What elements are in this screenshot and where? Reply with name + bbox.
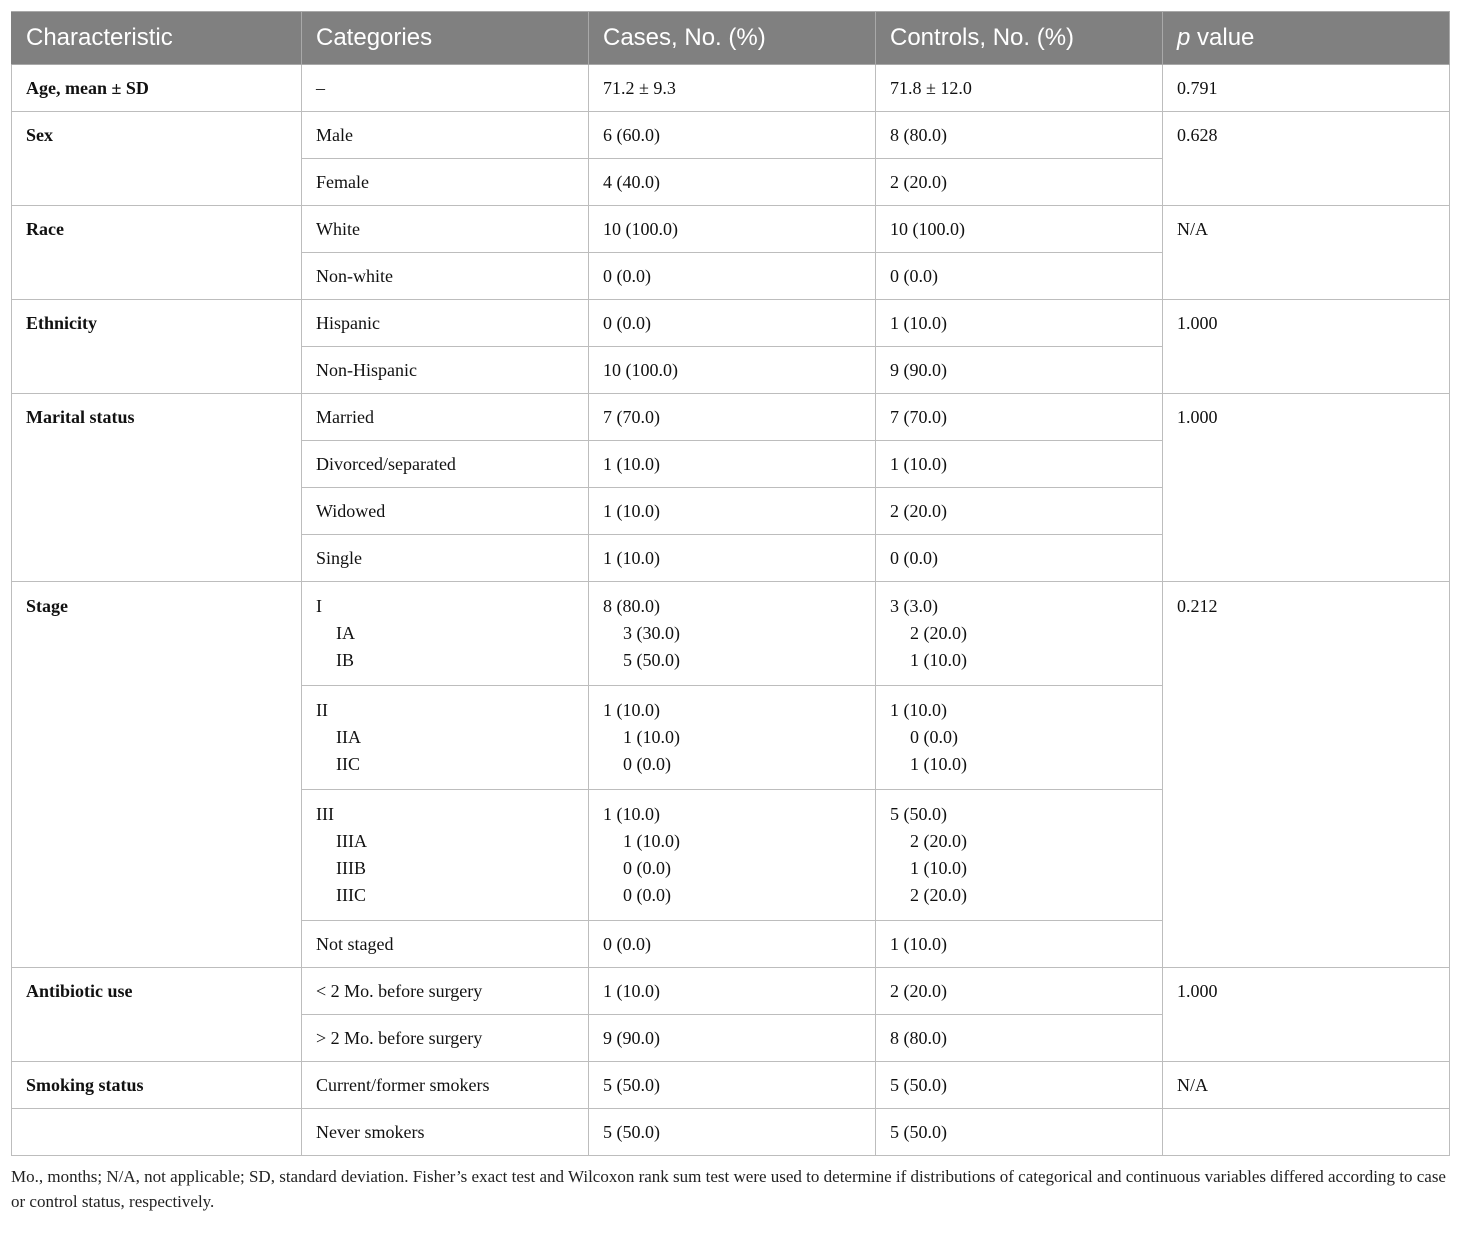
controls-cell: 8 (80.0) xyxy=(876,1015,1163,1062)
p-value-cell: N/A xyxy=(1163,1062,1450,1109)
cases-cell: 71.2 ± 9.3 xyxy=(589,65,876,112)
header-p-value xyxy=(1163,12,1450,65)
stage-value: 1 (10.0) xyxy=(603,700,660,720)
controls-cell: 10 (100.0) xyxy=(876,206,1163,253)
cases-cell: 4 (40.0) xyxy=(589,159,876,206)
substage-value: 0 (0.0) xyxy=(910,727,958,747)
cases-cell: 1 (10.0) xyxy=(589,441,876,488)
substage-value: 5 (50.0) xyxy=(623,650,680,670)
cases-cell: 6 (60.0) xyxy=(589,112,876,159)
category-cell: Female xyxy=(302,159,589,206)
p-value-cell-empty xyxy=(1163,1109,1450,1156)
table-row xyxy=(12,1062,1450,1109)
cases-cell xyxy=(589,790,876,921)
substage-category: IIIB xyxy=(336,858,366,878)
category-cell: Not staged xyxy=(302,921,589,968)
category-cell: Never smokers xyxy=(302,1109,589,1156)
cases-cell: 1 (10.0) xyxy=(589,535,876,582)
cases-cell: 1 (10.0) xyxy=(589,488,876,535)
substage-value: 2 (20.0) xyxy=(910,831,967,851)
cases-cell: 0 (0.0) xyxy=(589,921,876,968)
characteristic-cell: Sex xyxy=(12,112,302,206)
characteristic-cell-empty xyxy=(12,1109,302,1156)
cases-cell: 1 (10.0) xyxy=(589,968,876,1015)
controls-cell: 0 (0.0) xyxy=(876,535,1163,582)
category-cell: Divorced/separated xyxy=(302,441,589,488)
substage-value: 1 (10.0) xyxy=(910,858,967,878)
p-value-cell: 1.000 xyxy=(1163,394,1450,582)
cases-cell: 10 (100.0) xyxy=(589,206,876,253)
controls-cell: 9 (90.0) xyxy=(876,347,1163,394)
header-controls: Controls, No. (%) xyxy=(876,12,1163,65)
controls-cell: 1 (10.0) xyxy=(876,300,1163,347)
characteristics-table xyxy=(11,11,1450,1156)
p-value-cell: 1.000 xyxy=(1163,968,1450,1062)
characteristic-cell: Stage xyxy=(12,582,302,968)
p-value-cell: 0.212 xyxy=(1163,582,1450,968)
table-header-row xyxy=(12,12,1450,65)
controls-cell: 2 (20.0) xyxy=(876,159,1163,206)
table-row xyxy=(12,1109,1450,1156)
p-value-cell: 0.628 xyxy=(1163,112,1450,206)
category-cell: Single xyxy=(302,535,589,582)
cases-cell xyxy=(589,582,876,686)
table-row xyxy=(12,65,1450,112)
category-cell: White xyxy=(302,206,589,253)
controls-cell: 2 (20.0) xyxy=(876,488,1163,535)
controls-cell: 0 (0.0) xyxy=(876,253,1163,300)
table-row xyxy=(12,206,1450,253)
category-cell: Current/former smokers xyxy=(302,1062,589,1109)
table-row xyxy=(12,394,1450,441)
controls-cell: 5 (50.0) xyxy=(876,1062,1163,1109)
substage-category: IA xyxy=(336,623,355,643)
characteristic-cell: Marital status xyxy=(12,394,302,582)
category-cell: Married xyxy=(302,394,589,441)
substage-value: 3 (30.0) xyxy=(623,623,680,643)
header-p-rest: value xyxy=(1190,24,1255,51)
table-row xyxy=(12,300,1450,347)
stage-category: II xyxy=(316,700,328,720)
table-row xyxy=(12,968,1450,1015)
substage-category: IIA xyxy=(336,727,361,747)
stage-value: 8 (80.0) xyxy=(603,596,660,616)
controls-cell xyxy=(876,686,1163,790)
substage-category: IB xyxy=(336,650,354,670)
characteristic-cell: Ethnicity xyxy=(12,300,302,394)
controls-cell: 8 (80.0) xyxy=(876,112,1163,159)
substage-value: 2 (20.0) xyxy=(910,885,967,905)
p-value-cell: N/A xyxy=(1163,206,1450,300)
category-cell: > 2 Mo. before surgery xyxy=(302,1015,589,1062)
substage-category: IIIA xyxy=(336,831,367,851)
p-value-cell: 1.000 xyxy=(1163,300,1450,394)
table-row xyxy=(12,582,1450,686)
stage-value: 5 (50.0) xyxy=(890,804,947,824)
substage-value: 0 (0.0) xyxy=(623,858,671,878)
substage-category: IIC xyxy=(336,754,360,774)
characteristic-cell: Race xyxy=(12,206,302,300)
p-value-cell: 0.791 xyxy=(1163,65,1450,112)
table-row xyxy=(12,112,1450,159)
stage-category: III xyxy=(316,804,334,824)
category-cell: – xyxy=(302,65,589,112)
substage-value: 1 (10.0) xyxy=(910,650,967,670)
cases-cell: 5 (50.0) xyxy=(589,1062,876,1109)
characteristic-cell: Smoking status xyxy=(12,1062,302,1109)
table-container xyxy=(11,11,1449,1214)
stage-value: 3 (3.0) xyxy=(890,596,938,616)
cases-cell: 0 (0.0) xyxy=(589,300,876,347)
substage-value: 0 (0.0) xyxy=(623,754,671,774)
category-cell: Widowed xyxy=(302,488,589,535)
header-categories: Categories xyxy=(302,12,589,65)
category-cell: Hispanic xyxy=(302,300,589,347)
controls-cell: 5 (50.0) xyxy=(876,1109,1163,1156)
category-cell: Non-white xyxy=(302,253,589,300)
category-cell: < 2 Mo. before surgery xyxy=(302,968,589,1015)
controls-cell: 71.8 ± 12.0 xyxy=(876,65,1163,112)
category-cell: Non-Hispanic xyxy=(302,347,589,394)
stage-category: I xyxy=(316,596,322,616)
header-characteristic: Characteristic xyxy=(12,12,302,65)
category-cell xyxy=(302,582,589,686)
characteristic-cell: Antibiotic use xyxy=(12,968,302,1062)
stage-value: 1 (10.0) xyxy=(890,700,947,720)
characteristic-cell: Age, mean ± SD xyxy=(12,65,302,112)
substage-value: 1 (10.0) xyxy=(910,754,967,774)
substage-category: IIIC xyxy=(336,885,366,905)
cases-cell: 7 (70.0) xyxy=(589,394,876,441)
category-cell: Male xyxy=(302,112,589,159)
cases-cell: 0 (0.0) xyxy=(589,253,876,300)
cases-cell: 9 (90.0) xyxy=(589,1015,876,1062)
substage-value: 1 (10.0) xyxy=(623,727,680,747)
controls-cell xyxy=(876,790,1163,921)
category-cell xyxy=(302,686,589,790)
controls-cell: 1 (10.0) xyxy=(876,441,1163,488)
cases-cell xyxy=(589,686,876,790)
controls-cell: 7 (70.0) xyxy=(876,394,1163,441)
header-p-italic: p xyxy=(1177,24,1191,51)
controls-cell xyxy=(876,582,1163,686)
header-cases: Cases, No. (%) xyxy=(589,12,876,65)
category-cell xyxy=(302,790,589,921)
substage-value: 0 (0.0) xyxy=(623,885,671,905)
controls-cell: 2 (20.0) xyxy=(876,968,1163,1015)
controls-cell: 1 (10.0) xyxy=(876,921,1163,968)
cases-cell: 5 (50.0) xyxy=(589,1109,876,1156)
table-footnote: Mo., months; N/A, not applicable; SD, standard deviation. Fisher’s exact test and Wilcoxon rank sum test were used to determine if distributions of categorical and continuous variables differed according to case or control status, respectively. xyxy=(11,1167,1446,1211)
substage-value: 1 (10.0) xyxy=(623,831,680,851)
cases-cell: 10 (100.0) xyxy=(589,347,876,394)
substage-value: 2 (20.0) xyxy=(910,623,967,643)
stage-value: 1 (10.0) xyxy=(603,804,660,824)
